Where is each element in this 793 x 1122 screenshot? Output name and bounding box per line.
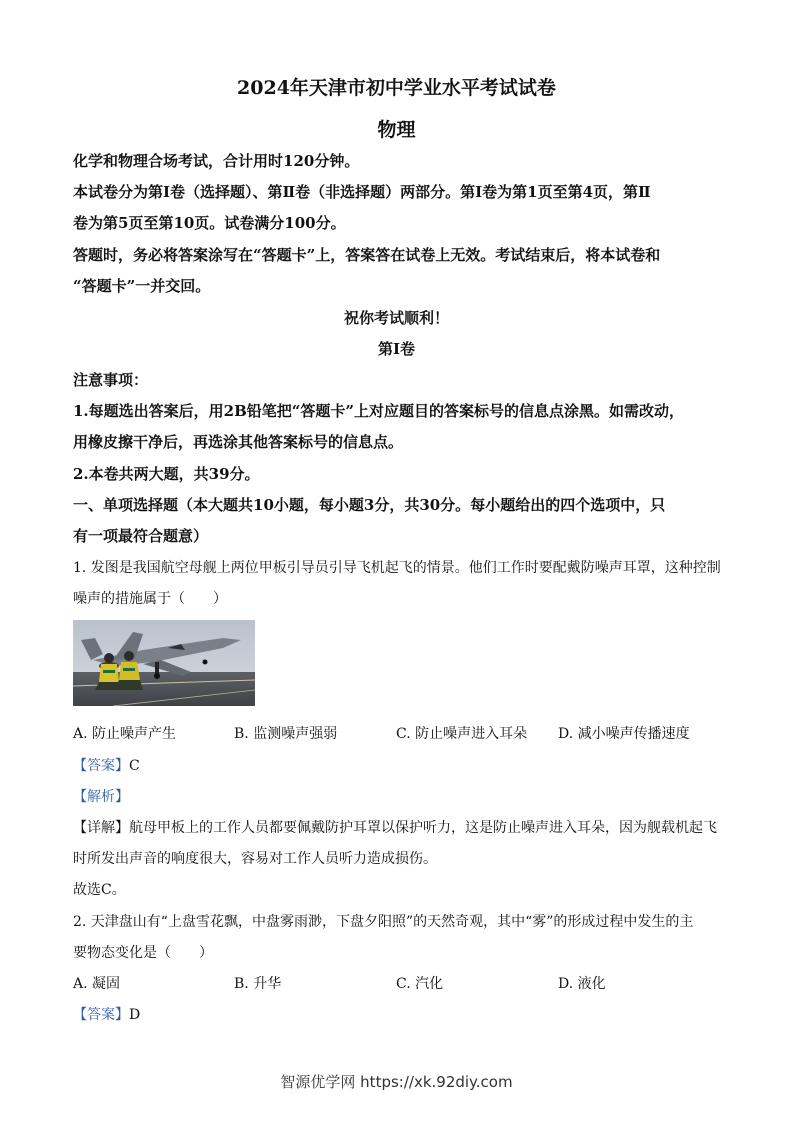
q1-stem-1: 1. 发图是我国航空母舰上两位甲板引导员引导飞机起飞的情景。他们工作时要配戴防噪声耳罩，这种控制 <box>73 560 721 576</box>
q1-conclusion: 故选C。 <box>73 882 126 898</box>
intro-line-5: “答题卡”一并交回。 <box>73 277 211 295</box>
exam-title: 2024年天津市初中学业水平考试试卷 <box>237 77 556 99</box>
carrier-deck-photo <box>73 620 255 706</box>
detail-tag: 【详解】 <box>73 820 129 836</box>
answer-value: C <box>129 758 140 774</box>
q2-option-c: C. 汽化 <box>396 976 444 992</box>
note-1b: 用橡皮擦干净后，再选涂其他答案标号的信息点。 <box>73 433 404 451</box>
note-1a: 1.每题选出答案后，用2B铅笔把“答题卡”上对应题目的答案标号的信息点涂黑。如需改动， <box>73 402 685 420</box>
q1-stem-2: 噪声的措施属于（ ） <box>73 591 227 607</box>
q1-option-a: A. 防止噪声产生 <box>73 726 177 742</box>
detail-text: 航母甲板上的工作人员都要佩戴防护耳罩以保护听力，这是防止噪声进入耳朵，因为舰载机起飞 <box>129 820 717 836</box>
section-heading-2: 有一项最符合题意） <box>73 527 209 545</box>
q1-detail-2: 时所发出声音的响度很大，容易对工作人员听力造成损伤。 <box>73 851 437 867</box>
q1-analysis-tag: 【解析】 <box>73 789 129 805</box>
q2-stem-2: 要物态变化是（ ） <box>73 945 213 961</box>
answer-value: D <box>129 1007 141 1023</box>
intro-line-4: 答题时，务必将答案涂写在“答题卡”上，答案答在试卷上无效。考试结束后，将本试卷和 <box>73 246 661 264</box>
volume-heading: 第Ⅰ卷 <box>377 340 416 358</box>
intro-line-1: 化学和物理合场考试，合计用时120分钟。 <box>73 152 360 170</box>
notes-heading: 注意事项： <box>73 371 149 389</box>
note-2: 2.本卷共两大题，共39分。 <box>73 465 260 483</box>
q2-option-d: D. 液化 <box>558 976 606 992</box>
q2-stem-1: 2. 天津盘山有“上盘雪花飘，中盘雾雨渺，下盘夕阳照”的天然奇观，其中“雾”的形成过程中发生的主 <box>73 914 694 930</box>
subject-title: 物理 <box>377 119 416 141</box>
intro-line-3: 卷为第5页至第10页。试卷满分100分。 <box>73 214 346 232</box>
q2-option-a: A. 凝固 <box>73 976 121 992</box>
footer-watermark: 智源优学网 https://xk.92diy.com <box>280 1073 513 1091</box>
q2-answer <box>73 1004 140 1024</box>
q1-option-b: B. 监测噪声强弱 <box>234 726 338 742</box>
answer-tag: 【答案】 <box>73 758 129 774</box>
answer-tag: 【答案】 <box>73 1007 129 1023</box>
q1-answer <box>73 755 140 775</box>
q1-option-c: C. 防止噪声进入耳朵 <box>396 726 528 742</box>
q1-detail-1 <box>73 817 717 837</box>
q2-option-b: B. 升华 <box>234 976 282 992</box>
q1-option-d: D. 减小噪声传播速度 <box>558 726 690 742</box>
intro-line-2: 本试卷分为第Ⅰ卷（选择题）、第Ⅱ卷（非选择题）两部分。第Ⅰ卷为第1页至第4页，第Ⅱ <box>73 183 651 201</box>
wish-text: 祝你考试顺利！ <box>343 309 449 327</box>
section-heading-1: 一、单项选择题（本大题共10小题，每小题3分，共30分。每小题给出的四个选项中，只 <box>73 496 666 514</box>
